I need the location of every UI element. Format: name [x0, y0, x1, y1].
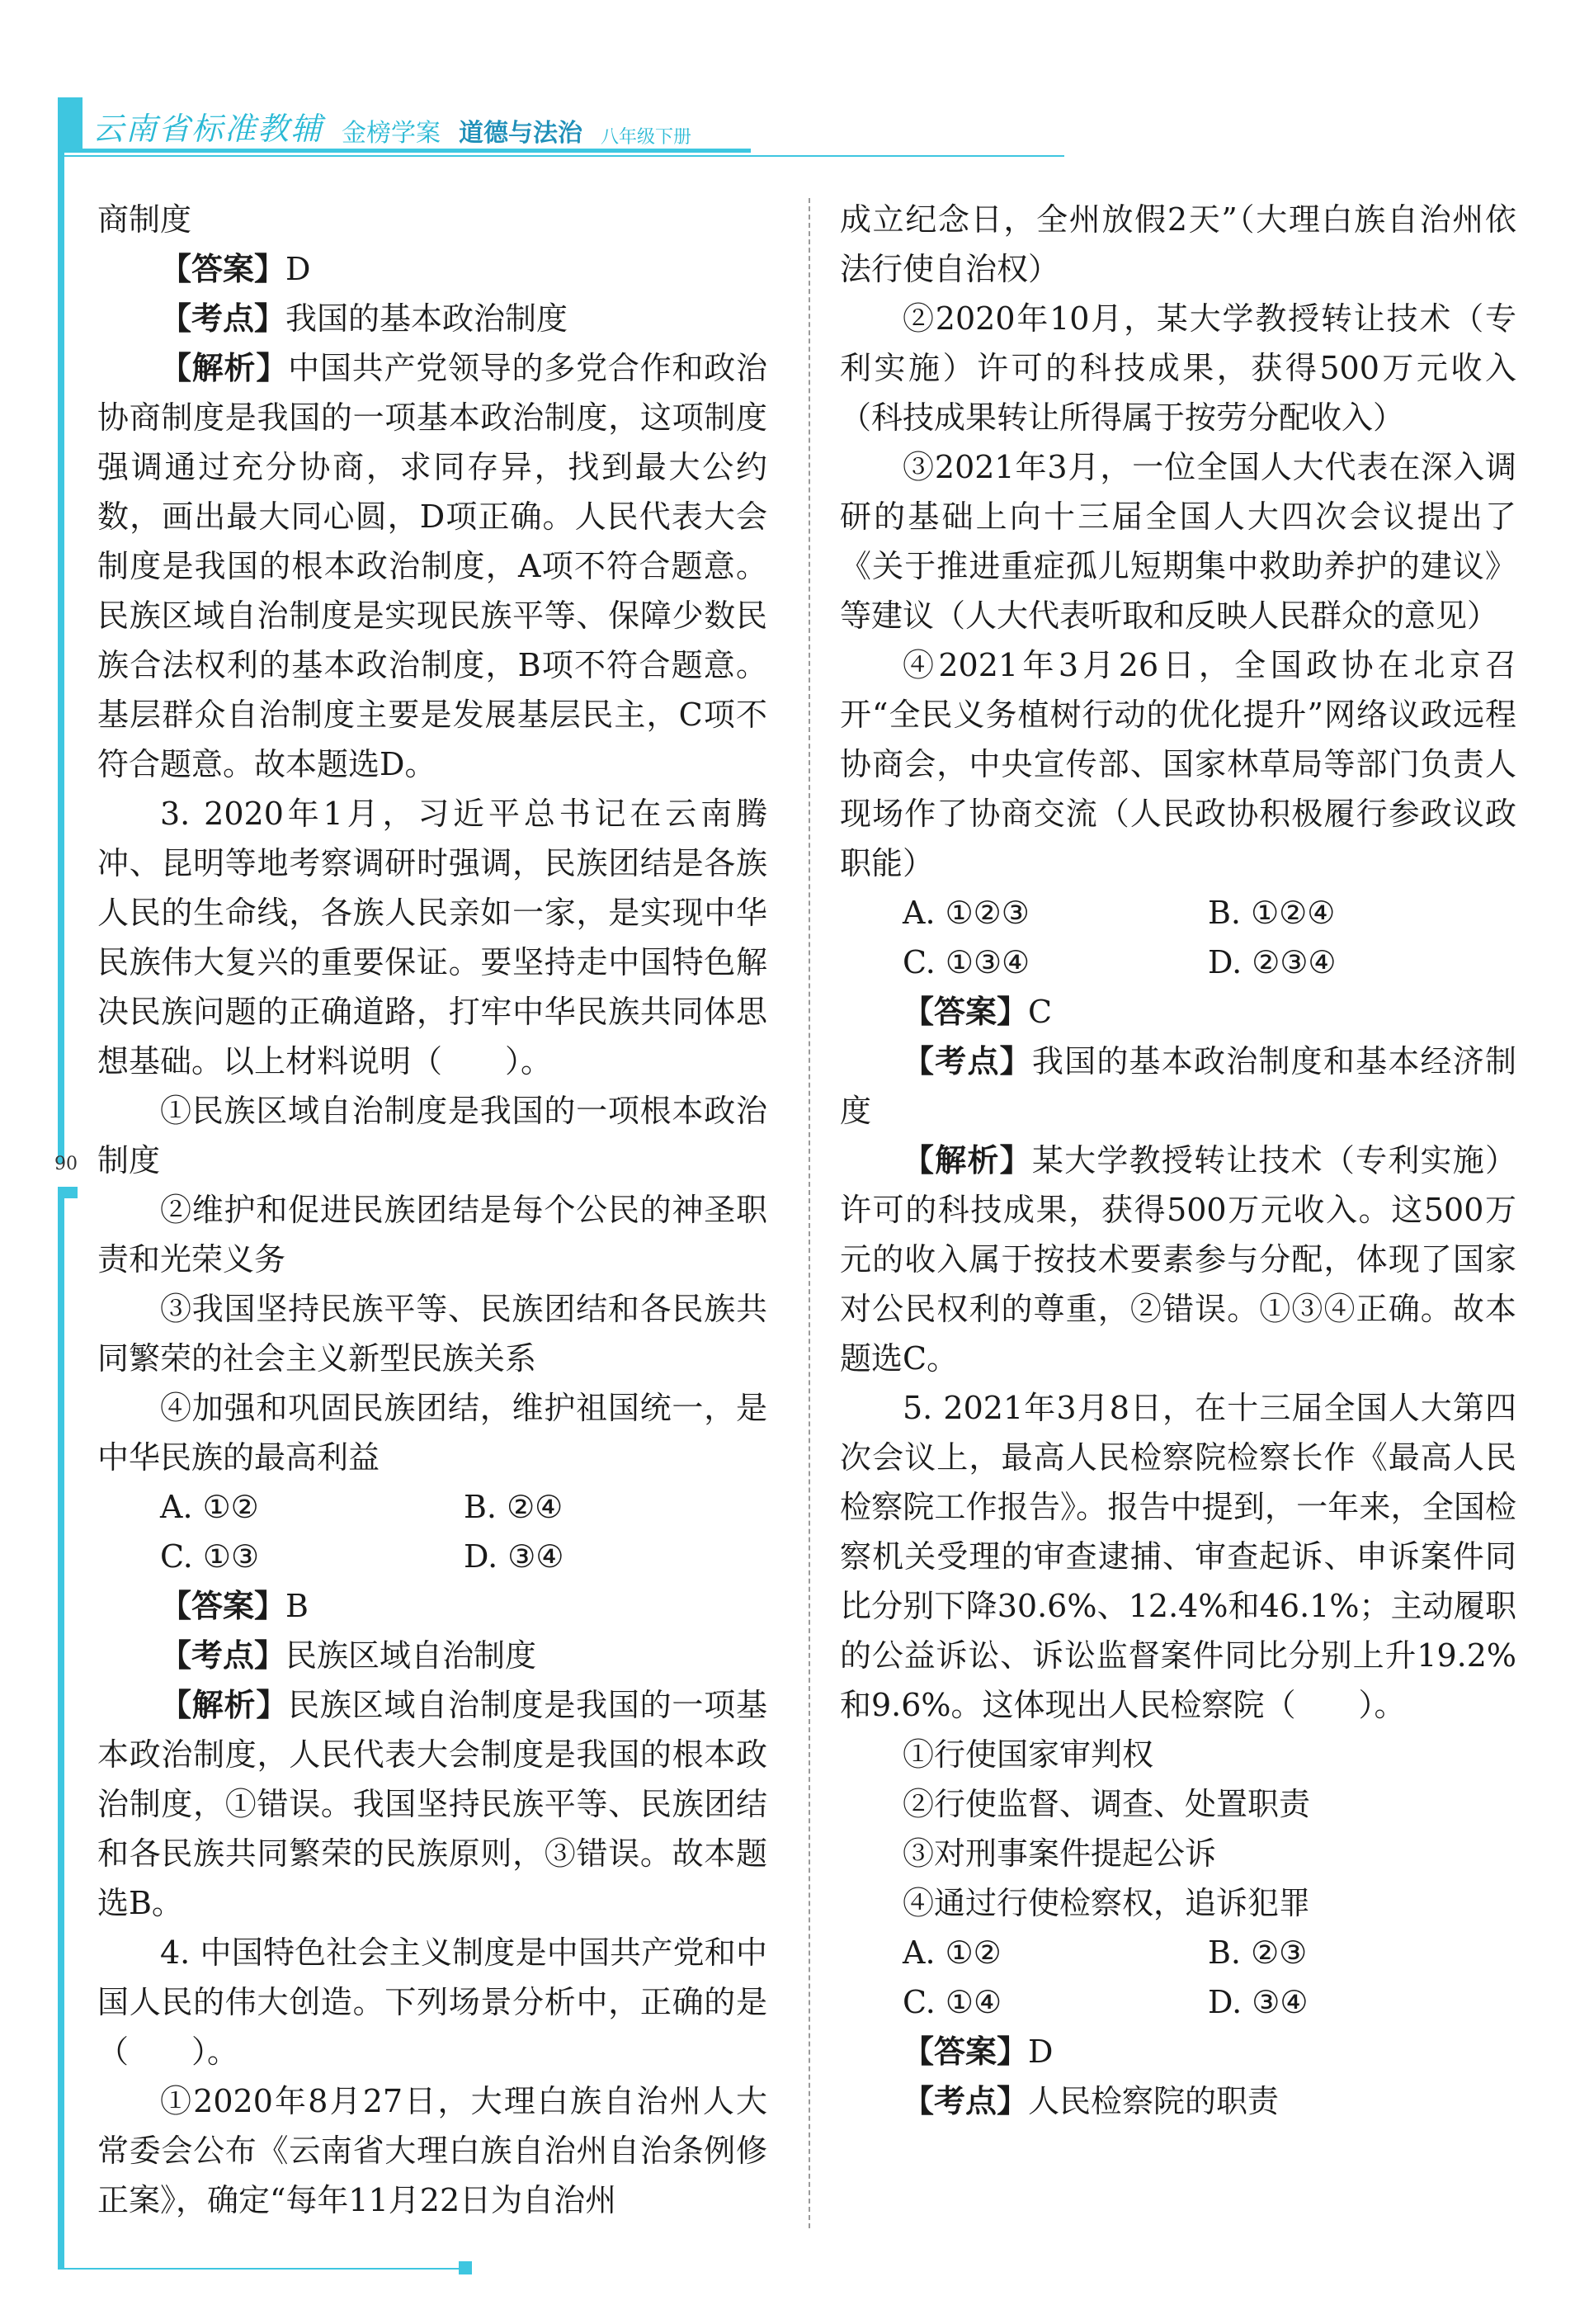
q4-analysis — [840, 1136, 1516, 1383]
analysis-text: 中国共产党领导的多党合作和政治协商制度是我国的一项基本政治制度，这项制度强调通过充分协商，求同存异，找到最大公约数，画出最大同心圆，D项正确。人民代表大会制度是我国的根本政治制度，A项不符合题意。民族区域自治制度是实现民族平等、保障少数民族合法权利的基本政治制度，B项不符合题意。基层群众自治制度主要是发展基层民主，C项不符合题意。故本题选D。 — [97, 350, 767, 782]
q4-item-3: ③2021年3月，一位全国人大代表在深入调研的基础上向十三届全国人大四次会议提出了《关于推进重症孤儿短期集中救助养护的建议》等建议（人大代表听取和反映人民群众的意见） — [840, 449, 1516, 634]
left-margin-bar-bottom — [58, 1195, 64, 2268]
header-rule-thin — [58, 155, 1064, 157]
q5-item-2: ②行使监督、调查、处置职责 — [903, 1786, 1311, 1822]
answer-value: B — [285, 1588, 309, 1624]
point-tag: 【考点】 — [903, 2083, 1029, 2119]
q5-option-c: C. ①④ — [903, 1984, 1002, 2020]
q3-item-2: ②维护和促进民族团结是每个公民的神圣职责和光荣义务 — [97, 1192, 767, 1278]
header-rule — [58, 149, 751, 153]
analysis-text: 民族区域自治制度是我国的一项基本政治制度，人民代表大会制度是我国的根本政治制度，①错误。我国坚持民族平等、民族团结和各民族共同繁荣的民族原则，③错误。故本题选B。 — [97, 1687, 767, 1921]
point-tag: 【考点】 — [903, 1043, 1032, 1079]
q5-option-a: A. ①② — [903, 1934, 1002, 1971]
left-column — [97, 195, 767, 2225]
q3-item-1: ①民族区域自治制度是我国的一项根本政治制度 — [97, 1093, 767, 1179]
q4-option-a: A. ①②③ — [903, 895, 1030, 931]
point-value: 民族区域自治制度 — [285, 1637, 537, 1674]
q4-point — [840, 1037, 1516, 1136]
q4-options-row-2 — [840, 938, 1516, 987]
q4-option-b: B. ①②④ — [1208, 895, 1336, 931]
q4-option-c: C. ①③④ — [903, 944, 1030, 980]
grade-label: 八年级下册 — [601, 127, 692, 148]
q3-option-b: B. ②④ — [464, 1489, 564, 1525]
point-tag: 【考点】 — [160, 300, 286, 337]
q3-stem: 3. 2020年1月，习近平总书记在云南腾冲、昆明等地考察调研时强调，民族团结是各族人民的生命线，各族人民亲如一家，是实现中华民族伟大复兴的重要保证。要坚持走中国特色解决民族问题的正确道路，打牢中华民族共同体思想基础。以上材料说明（ ）。 — [97, 796, 767, 1079]
analysis-tag: 【解析】 — [160, 350, 289, 386]
q4-item-2: ②2020年10月，某大学教授转让技术（专利实施）许可的科技成果，获得500万元收入（科技成果转让所得属于按劳分配收入） — [840, 300, 1516, 436]
q4-item-1-start: ①2020年8月27日，大理白族自治州人大常委会公布《云南省大理白族自治州自治条例修正案》，确定“每年11月22日为自治州 — [97, 2083, 767, 2218]
q5-item-1: ①行使国家审判权 — [903, 1736, 1154, 1773]
q4-options-row-1 — [840, 888, 1516, 938]
subject-name: 道德与法治 — [459, 119, 583, 148]
q5-options-row-1 — [840, 1928, 1516, 1977]
q3-options-row-1 — [97, 1482, 767, 1532]
q3-option-c: C. ①③ — [160, 1538, 260, 1575]
point-value: 我国的基本政治制度 — [285, 300, 568, 337]
point-value: 我国的基本政治制度和基本经济制度 — [840, 1043, 1516, 1129]
q5-stem: 5. 2021年3月8日，在十三届全国人大第四次会议上，最高人民检察院检察长作《最高人民检察院工作报告》。报告中提到，一年来，全国检察机关受理的审查逮捕、审查起诉、申诉案件同比分别下降30.6%、12.4%和46.1%；主动履职的公益诉讼、诉讼监督案件同比分别上升19.2%和9.6%。这体现出人民检察院（ ）。 — [840, 1390, 1516, 1723]
answer-value: C — [1028, 994, 1053, 1030]
point-tag: 【考点】 — [160, 1637, 286, 1674]
q5-item-4: ④通过行使检察权，追诉犯罪 — [903, 1885, 1311, 1921]
q3-item-4: ④加强和巩固民族团结，维护祖国统一，是中华民族的最高利益 — [97, 1390, 767, 1476]
continued-line: 商制度 — [97, 201, 192, 238]
analysis-tag: 【解析】 — [160, 1687, 289, 1723]
q2-analysis — [97, 343, 767, 789]
series-subtitle: 金榜学案 — [342, 119, 441, 148]
answer-tag: 【答案】 — [160, 251, 286, 287]
answer-tag: 【答案】 — [903, 2034, 1029, 2070]
q4-option-d: D. ②③④ — [1208, 944, 1337, 980]
q2-answer — [97, 244, 767, 294]
series-title: 云南省标准教辅 — [92, 111, 324, 147]
footer-rule — [58, 2268, 462, 2270]
q5-option-b: B. ②③ — [1208, 1934, 1308, 1971]
answer-tag: 【答案】 — [903, 994, 1029, 1030]
q5-answer — [840, 2027, 1516, 2076]
q4-stem: 4. 中国特色社会主义制度是中国共产党和中国人民的伟大创造。下列场景分析中，正确的是（ ）。 — [97, 1934, 767, 2070]
q3-item-3: ③我国坚持民族平等、民族团结和各民族共同繁荣的社会主义新型民族关系 — [97, 1291, 767, 1377]
q5-option-d: D. ③④ — [1208, 1984, 1309, 2020]
footer-marker — [459, 2261, 472, 2274]
right-column — [840, 195, 1516, 2126]
column-divider — [809, 198, 810, 2228]
q4-answer — [840, 987, 1516, 1037]
q2-point — [97, 294, 767, 343]
q5-point — [840, 2076, 1516, 2126]
q4-item-1-rest: 成立纪念日，全州放假2天”（大理白族自治州依法行使自治权） — [840, 201, 1516, 287]
running-header — [92, 106, 691, 149]
q5-options-row-2 — [840, 1977, 1516, 2027]
answer-tag: 【答案】 — [160, 1588, 286, 1624]
q4-item-4: ④2021年3月26日，全国政协在北京召开“全民义务植树行动的优化提升”网络议政远程协商会，中央宣传部、国家林草局等部门负责人现场作了协商交流（人民政协积极履行参政议政职能） — [840, 647, 1516, 881]
header-tab-decoration — [58, 97, 83, 149]
q3-point — [97, 1631, 767, 1680]
point-value: 人民检察院的职责 — [1028, 2083, 1280, 2119]
answer-value: D — [1028, 2034, 1054, 2070]
q3-option-d: D. ③④ — [464, 1538, 564, 1575]
answer-value: D — [285, 251, 311, 287]
q3-options-row-2 — [97, 1532, 767, 1581]
page-number: 90 — [54, 1154, 78, 1174]
analysis-tag: 【解析】 — [903, 1142, 1032, 1179]
q3-answer — [97, 1581, 767, 1631]
q3-option-a: A. ①② — [160, 1489, 259, 1525]
q3-analysis — [97, 1680, 767, 1928]
analysis-text: 某大学教授转让技术（专利实施）许可的科技成果，获得500万元收入。这500万元的收入属于按技术要素参与分配，体现了国家对公民权利的尊重，②错误。①③④正确。故本题选C。 — [840, 1142, 1516, 1377]
left-margin-bar-top — [58, 149, 64, 1164]
q5-item-3: ③对刑事案件提起公诉 — [903, 1835, 1217, 1872]
